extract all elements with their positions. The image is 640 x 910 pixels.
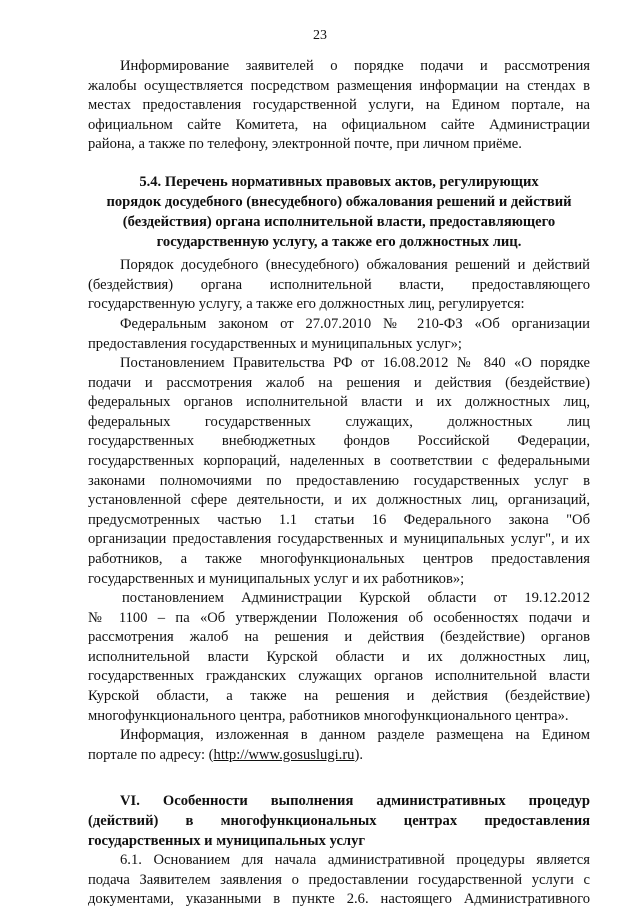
text-line: исполнительной власти Курской области и их должностных лиц,: [88, 648, 590, 665]
text-line: предусмотренных частью 1.1 статьи 16 Федерального закона "Об: [88, 511, 590, 528]
text-line: жалобы осуществляется посредством размещения информации на стендах в: [88, 77, 590, 94]
text-line: подачи и рассмотрения жалоб на решения и действия (бездействие): [88, 374, 590, 391]
heading-line: порядок досудебного (внесудебного) обжалования решений и действий: [106, 194, 572, 210]
text-line: установленной сфере деятельности, и их должностных лиц, организаций,: [88, 492, 590, 509]
text-line: государственных корпораций, наделенных в соответствии с федеральными: [88, 452, 590, 469]
heading-line: 5.4. Перечень нормативных правовых актов, регулирующих: [139, 174, 539, 190]
text-line: Порядок досудебного (внесудебного) обжалования решений и действий: [120, 257, 590, 273]
heading-line: (бездействия) органа исполнительной власти, предоставляющего: [122, 214, 556, 230]
order-paragraph: [88, 256, 590, 315]
text-line: Курской области, а также на решения и действия (бездействие): [88, 687, 590, 704]
government-resolution-paragraph: [88, 354, 590, 589]
text-line: Постановлением Правительства РФ от 16.08.2012 № 840 «О порядке: [120, 355, 590, 371]
text-line: государственных гражданских служащих органов исполнительной власти: [88, 668, 590, 685]
text-line: рассмотрения жалоб на решения и действия (бездействие) органов: [88, 629, 590, 646]
section-heading-5-4: [88, 172, 590, 252]
text-line: организации предоставления государственных и муниципальных услуг", и их: [88, 531, 590, 548]
text-line: официальном сайте Комитета, на официальном сайте Администрации: [88, 116, 590, 133]
text-line: [88, 746, 590, 766]
text-line: работников, а также многофункциональных центров предоставления: [88, 550, 590, 567]
heading-line: государственную услугу, а также его должностных лиц.: [156, 234, 522, 250]
kursk-resolution-paragraph: [88, 589, 590, 726]
text-line: федеральных государственных служащих, должностных лиц: [88, 413, 590, 430]
text-line: федеральных органов исполнительной власти и их должностных лиц,: [88, 394, 590, 411]
section-heading-vi: [88, 791, 590, 851]
informing-paragraph: [88, 57, 590, 155]
text-line: Информация, изложенная в данном разделе размещена на Едином: [120, 727, 590, 743]
text-line: Федеральным законом от 27.07.2010 № 210-ФЗ «Об организации: [120, 316, 590, 332]
federal-law-paragraph: [88, 315, 590, 354]
text-line: государственную услугу, а также его должностных лиц, регулируется:: [88, 296, 525, 313]
page-number: 23: [313, 28, 327, 43]
text-line: 6.1. Основанием для начала административной процедуры является: [120, 852, 590, 868]
text-line: № 1100 – па «Об утверждении Положения об особенностях подачи и: [88, 609, 590, 626]
text-line: постановлением Администрации Курской области от 19.12.2012: [122, 590, 590, 606]
text-line: предоставления государственных и муниципальных услуг»;: [88, 335, 462, 352]
text-line: документами, указанными в пункте 2.6. настоящего Административного: [88, 891, 590, 908]
text-line: района, а также по телефону, электронной почте, при личном приёме.: [88, 136, 522, 153]
info-paragraph: [88, 726, 590, 765]
text-fragment: ).: [354, 746, 363, 763]
text-fragment: портале по адресу: (: [88, 746, 214, 763]
text-line: государственных внебюджетных фондов Российской Федерации,: [88, 433, 590, 450]
heading-line: VI. Особенности выполнения административных процедур: [120, 793, 590, 809]
paragraph-6-1: [88, 851, 590, 910]
text-line: государственных и муниципальных услуг и их работников»;: [88, 570, 465, 587]
text-line: местах предоставления государственной услуги, на Едином портале, на: [88, 97, 590, 114]
heading-line: государственных и муниципальных услуг: [88, 833, 366, 849]
text-line: многофункционального центра, работников многофункционального центра».: [88, 707, 569, 724]
gosuslugi-link[interactable]: http://www.gosuslugi.ru: [213, 746, 355, 763]
text-line: подача Заявителем заявления о предоставлении государственной услуги с: [88, 871, 590, 888]
text-line: законами полномочиями по предоставлению государственных услуг в: [88, 472, 590, 489]
text-line: (бездействия) органа исполнительной власти, предоставляющего: [88, 276, 590, 293]
heading-line: (действий) в многофункциональных центрах предоставления: [88, 813, 590, 829]
text-line: Информирование заявителей о порядке подачи и рассмотрения: [120, 58, 590, 74]
